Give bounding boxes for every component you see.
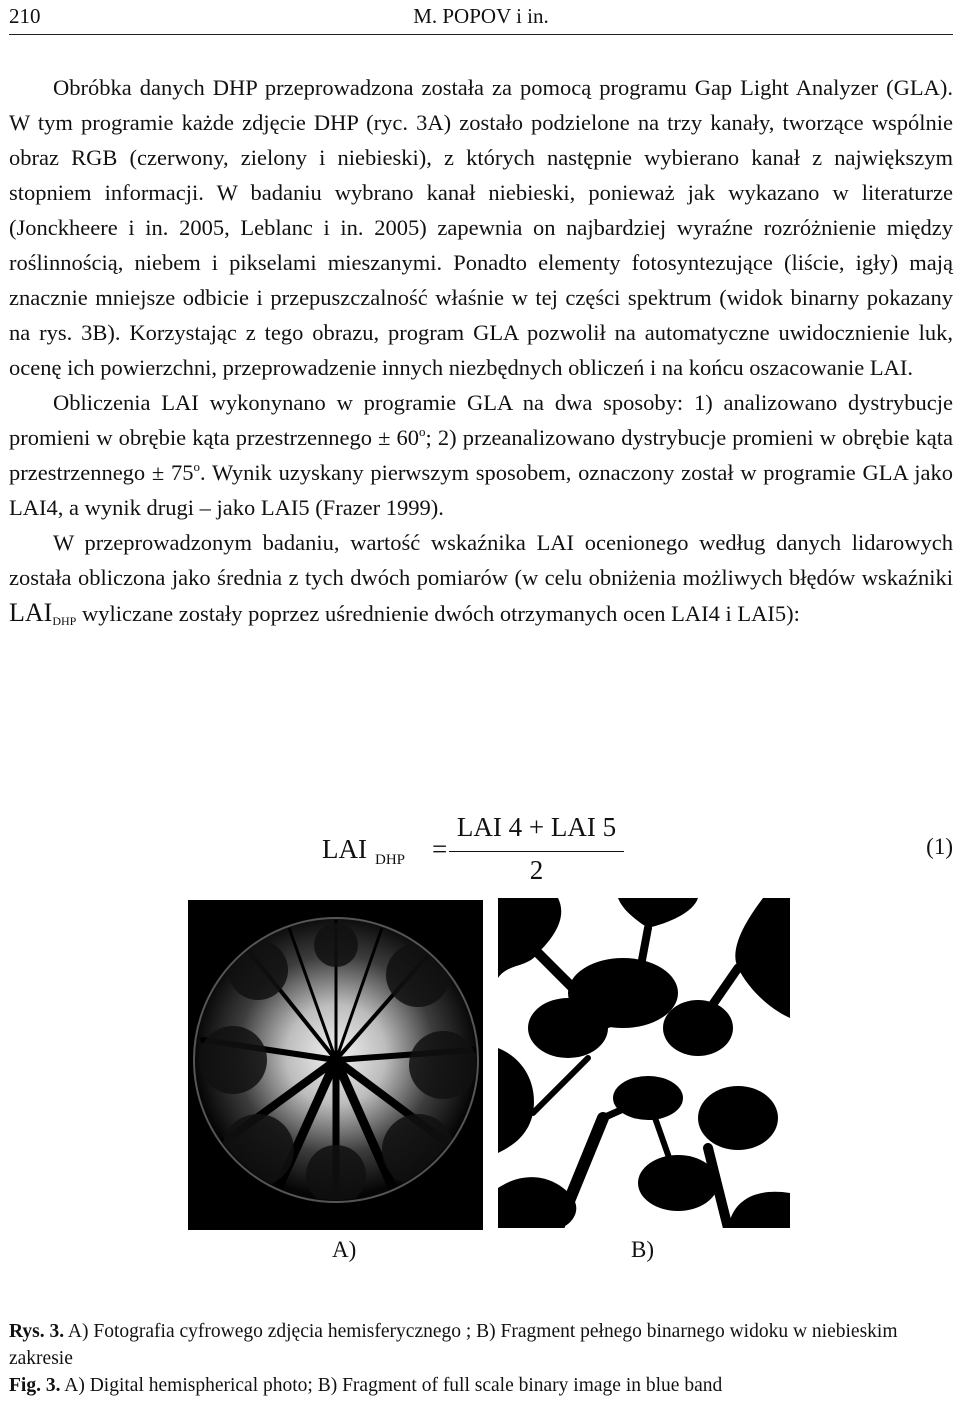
paragraph-2-text-a: Obliczenia LAI wykonynano w programie GLA na dwa sposoby: 1) analizowano dystrybucje promieni w obrębie kąta przestrzennego ± 60 xyxy=(9,390,953,450)
paragraph-2 xyxy=(9,385,953,525)
equation-denominator: 2 xyxy=(529,855,544,885)
paragraph-3-text-a: W przeprowadzonym badaniu, wartość wskaźnika LAI ocenionego według danych lidarowych została obliczona jako średnia z tych dwóch pomiarów (w celu obniżenia możliwych błędów wskaźniki xyxy=(9,530,953,590)
equation-1 xyxy=(9,810,953,890)
caption-english-label: Fig. 3. xyxy=(9,1375,61,1396)
running-head: M. POPOV i in. xyxy=(413,4,549,28)
equation-numerator: LAI 4 + LAI 5 xyxy=(456,812,617,842)
paragraph-2-text-b: ; 2) przeanalizowano dystrybucje promieni w obrębie kąta przestrzennego ± 75 xyxy=(9,425,954,485)
paragraph-1-text: Obróbka danych DHP przeprowadzona została za pomocą programu Gap Light Analyzer (GLA). W tym programie każde zdjęcie DHP (ryc. 3A) zostało podzielone na trzy kanały, tworzące wspólnie obraz RGB (czerwony, zielony i niebieski), z których następnie wybierano kanał z największym stopniem informacji. W badaniu wybrano kanał niebieski, ponieważ jak wykazano w literaturze (Jonckheere i in. 2005, Leblanc i in. 2005) zapewnia on najbardziej wyraźne rozróżnienie między roślinnością, niebem i pikselami mieszanymi. Ponadto elementy fotosyntezujące (liście, igły) mają znacznie mniejsze odbicie i przepuszczalność właśnie w tej części spektrum (widok binarny pokazany na rys. 3B). Korzystając z tego obrazu, program GLA pozwolił na automatyczne uwidocznienie luk, ocenę ich powierzchni, przeprowadzenie innych niezbędnych obliczeń i na końcu oszacowanie LAI. xyxy=(9,75,953,380)
binary-image xyxy=(498,898,790,1228)
caption-polish xyxy=(9,1318,953,1372)
paragraph-3 xyxy=(9,525,953,639)
paragraph-3-text-b: wyliczane zostały poprzez uśrednienie dwóch otrzymanych ocen LAI4 i LAI5): xyxy=(76,601,800,626)
panel-label-b: B) xyxy=(631,1237,654,1262)
page-number: 210 xyxy=(9,4,41,28)
lai-dhp-inline xyxy=(9,598,76,627)
lai-inline-subscript: DHP xyxy=(52,614,77,628)
lai-inline-label: LAI xyxy=(9,598,53,627)
paragraph-1 xyxy=(9,70,953,385)
page-header xyxy=(9,4,953,35)
fraction-bar xyxy=(449,851,624,852)
figure-caption xyxy=(9,1318,953,1399)
equation-lhs-label: LAI xyxy=(322,834,367,864)
equation-lhs xyxy=(322,834,405,869)
degree-mark-75: o xyxy=(193,459,201,474)
caption-english xyxy=(9,1372,953,1399)
equation-lhs-subscript: DHP xyxy=(374,852,405,868)
hemispherical-photo xyxy=(188,900,483,1230)
panel-label-a: A) xyxy=(332,1237,357,1262)
caption-polish-text: A) Fotografia cyfrowego zdjęcia hemisferycznego ; B) Fragment pełnego binarnego widoku w niebieskim zakresie xyxy=(9,1321,898,1369)
body-text xyxy=(9,70,953,639)
caption-english-text: A) Digital hemispherical photo; B) Fragment of full scale binary image in blue band xyxy=(60,1375,723,1396)
paragraph-2-text-c: . Wynik uzyskany pierwszym sposobem, oznaczony został w programie GLA jako LAI4, a wynik drugi – jako LAI5 (Frazer 1999). xyxy=(9,460,953,520)
degree-mark-60: o xyxy=(419,424,426,439)
caption-polish-label: Rys. 3. xyxy=(9,1321,65,1342)
equation-equals-sign: = xyxy=(432,834,448,864)
equation-number: (1) xyxy=(926,834,953,859)
